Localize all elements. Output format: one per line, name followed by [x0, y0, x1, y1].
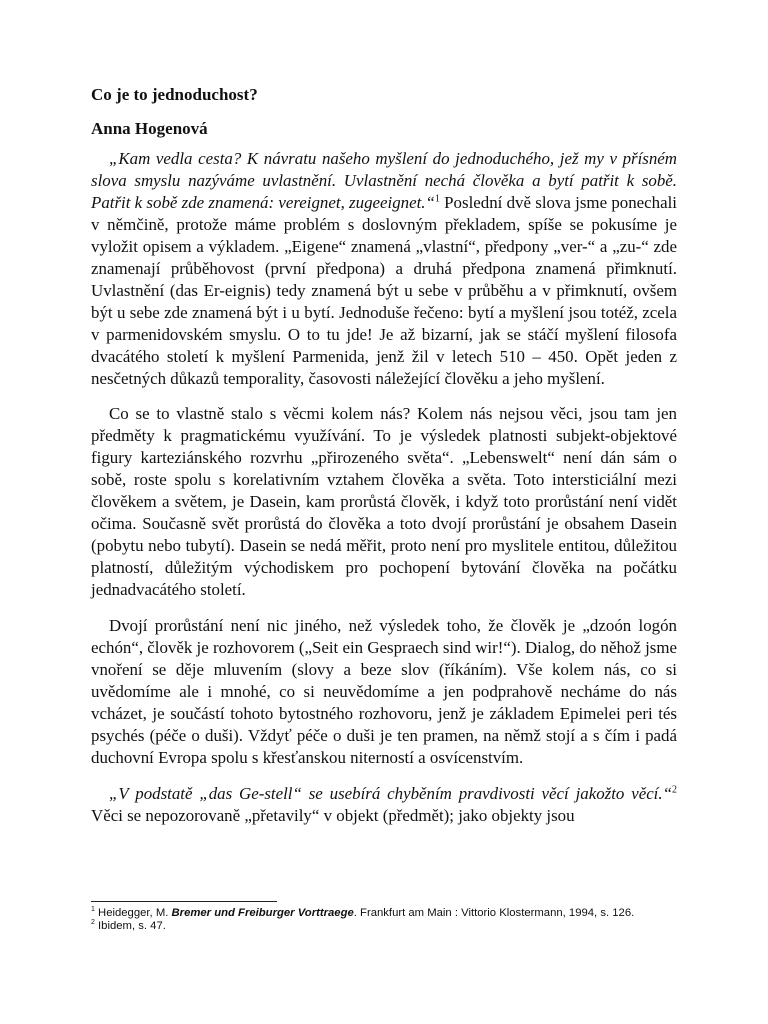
footnote-2: [91, 920, 691, 933]
footnote-1-pre: Heidegger, M.: [94, 907, 172, 919]
document-body: [91, 84, 677, 841]
paragraph-1: [91, 148, 677, 390]
footnote-1: [91, 907, 691, 920]
footnote-separator: [91, 901, 277, 902]
footnotes: [91, 907, 691, 933]
footnote-ref-2[interactable]: 2: [672, 784, 677, 796]
footnote-1-number: 1: [91, 906, 95, 914]
document-title: Co je to jednoduchost?: [91, 85, 258, 104]
footnote-1-post: . Frankfurt am Main : Vittorio Klostermann, 1994, s. 126.: [353, 907, 635, 919]
footnote-2-text: Ibidem, s. 47.: [94, 920, 166, 932]
paragraph-2: Co se to vlastně stalo s věcmi kolem nás? Kolem nás nejsou věci, jsou tam jen předměty k pragmatickému využívání. To je výsledek platnosti subjekt-objektové figury karteziánského rozvrhu „přirozeného světa“. „Lebenswelt“ není dán sám o sobě, roste spolu s korelativním vztahem člověka a světa. Toto intersticiální mezi člověkem a světem, je Dasein, kam prorůstá člověk, i když toto prorůstání není vidět očima. Současně svět prorůstá do člověka a toto dvojí prorůstání je obsahem Dasein (pobytu nebo tubytí). Dasein se nedá měřit, proto není pro myslitele entitou, důležitou platností, důležitým východiskem pro pochopení bytování člověka na počátku jednadvacátého století.: [91, 404, 677, 599]
footnote-1-book-title: Bremer und Freiburger Vorttraege: [171, 907, 354, 919]
footnote-ref-1[interactable]: 1: [434, 193, 440, 205]
paragraph-3: Dvojí prorůstání není nic jiného, než výsledek toho, že člověk je „dzoón logón echón“, člověk je rozhovorem („Seit ein Gespraech sind wir!“). Dialog, do něhož jsme vnoření se děje mluvením (slovy a beze slov (říkáním). Vše kolem nás, co si uvědomíme ale i mnohé, co si neuvědomíme a jen podprahově necháme do nás vcházet, je součástí tohoto bytostného rozhovoru, jenž je základem Epimelei peri tés psychés (péče o duši). Vždyť péče o duši je ten pramen, na němž stojí a s čím i padá duchovní Evropa spolu s křesťanskou niterností a osvícenstvím.: [91, 616, 677, 767]
quote-heidegger-2: „V podstatě „das Ge-stell“ se usebírá chyběním pravdivosti věcí jakožto věcí.“: [109, 784, 672, 803]
footnote-2-number: 2: [91, 919, 95, 927]
document-author: Anna Hogenová: [91, 119, 208, 138]
paragraph-1-text: Poslední dvě slova jsme ponechali v němčině, protože máme problém s doslovným překladem, spíše se pokusíme je vyložit opisem a výkladem. „Eigene“ znamená „vlastní“, předpony „ver-“ a „zu-“ zde znamenají průběhovost (první předpona) a druhá předpona znamená přimknutí. Uvlastnění (das Er-eignis) tedy znamená být u sebe v průběhu a v přimknutí, ovšem být u sebe zde znamená být i u bytí. Jednoduše řečeno: bytí a myšlení jsou totéž, zcela v parmenidovském smyslu. O to tu jde! Je až bizarní, jak se stáčí myšlení filosofa dvacátého století k myšlení Parmenida, jenž žil v letech 510 – 450. Opět jeden z nesčetných důkazů temporality, časovosti náležející člověku a jeho myšlení.: [91, 193, 677, 388]
paragraph-4: [91, 783, 677, 827]
quote-heidegger-1: „Kam vedla cesta? K návratu našeho myšlení do jednoduchého, jež my v přísném slova smyslu nazýváme uvlastnění. Uvlastnění nechá člověka a bytí patřit k sobě. Patřit k sobě zde znamená: vereignet, zugeeignet.“: [91, 149, 677, 212]
paragraph-4-text: Věci se nepozorovaně „přetavily“ v objekt (předmět); jako objekty jsou: [91, 806, 575, 825]
